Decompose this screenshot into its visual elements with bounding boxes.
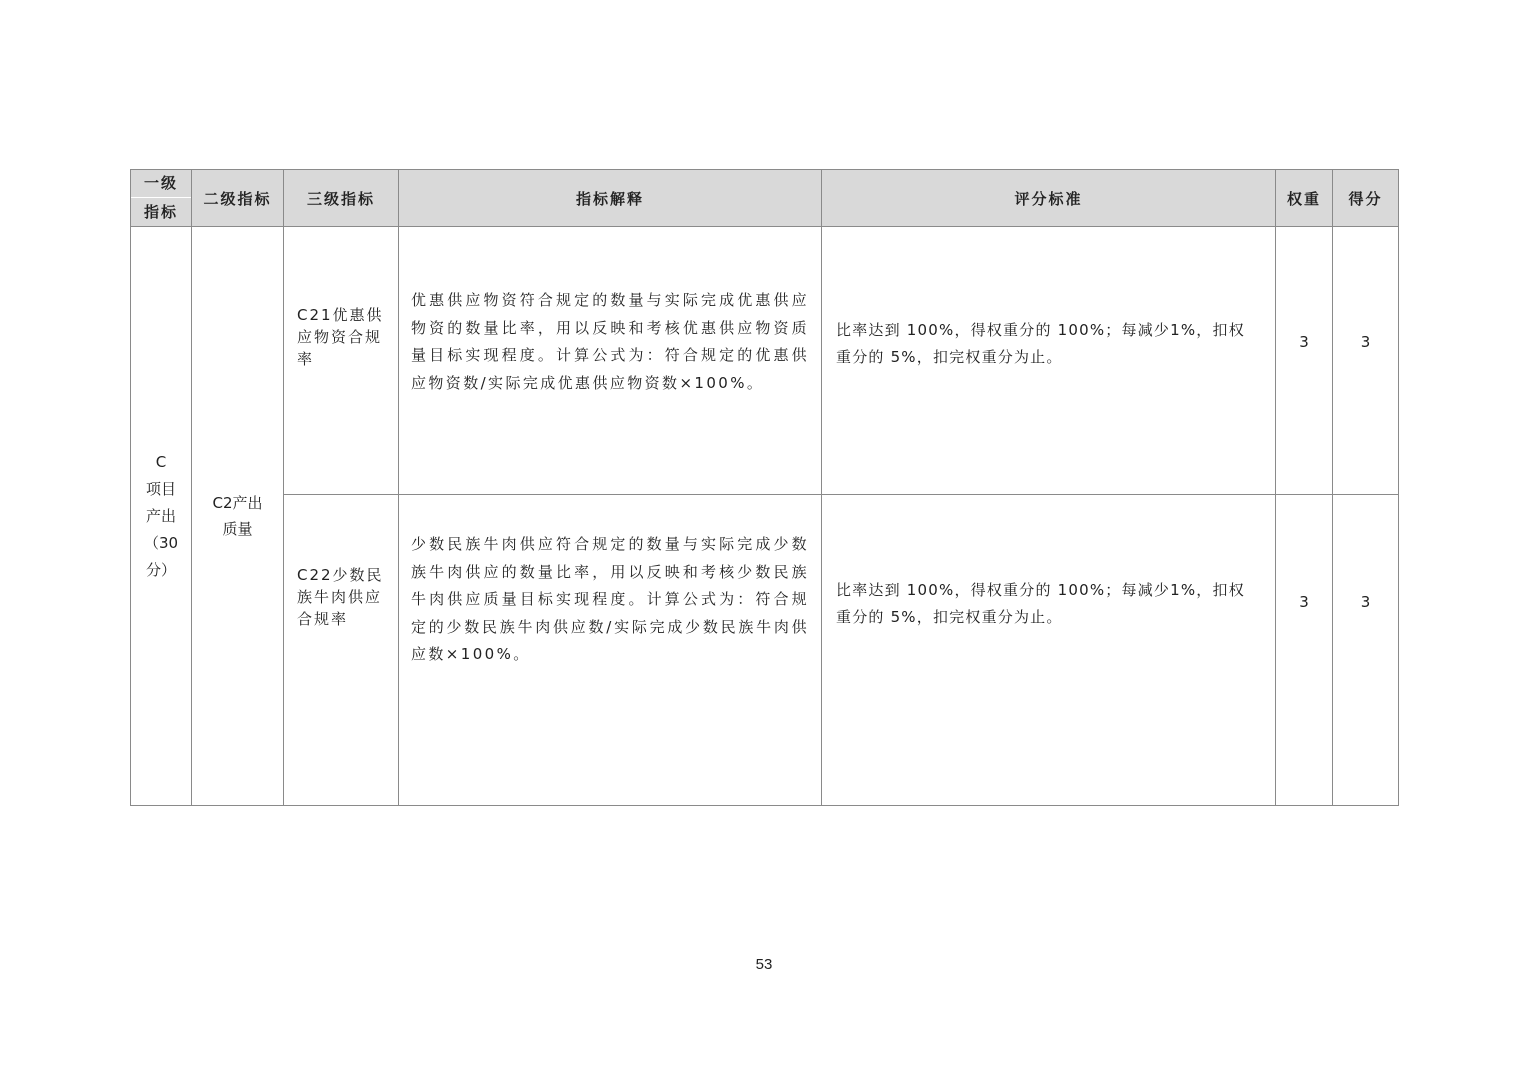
weight-cell: [1276, 495, 1333, 806]
explanation-text: 优惠供应物资符合规定的数量与实际完成优惠供应物资的数量比率，用以反映和考核优惠供应物资质量目标实现程度。计算公式为：符合规定的优惠供应物资数/实际完成优惠供应物资数×100%。: [411, 291, 809, 392]
header-level1-line2: 指标: [143, 203, 178, 221]
explanation-cell: [399, 227, 822, 495]
weight-value: 3: [1299, 333, 1309, 351]
criteria-text: 比率达到 100%，得权重分的 100%；每减少1%，扣权重分的 5%，扣完权重分为止。: [836, 581, 1245, 626]
header-level1: [131, 170, 192, 227]
level1-line4: （30: [143, 533, 179, 552]
explanation-cell: [399, 495, 822, 806]
weight-cell: [1276, 227, 1333, 495]
level1-line3: 产出: [145, 506, 176, 525]
level2-cell: [192, 227, 284, 806]
level1-line2: 项目: [145, 479, 176, 498]
header-criteria: 评分标准: [822, 170, 1276, 227]
level3-text: C21优惠供应物资合规率: [297, 306, 384, 368]
criteria-text: 比率达到 100%，得权重分的 100%；每减少1%，扣权重分的 5%，扣完权重分为止。: [836, 321, 1245, 366]
criteria-cell: [822, 495, 1276, 806]
level3-cell: [284, 227, 399, 495]
level3-text: C22少数民族牛肉供应合规率: [297, 566, 384, 628]
indicator-table-container: [130, 169, 1398, 806]
level2-line1: C2产出: [212, 494, 263, 512]
table-row: [131, 495, 1399, 806]
level3-cell: [284, 495, 399, 806]
level1-line1: C: [155, 452, 167, 471]
header-level1-line1: 一级: [131, 170, 191, 198]
header-explanation: 指标解释: [399, 170, 822, 227]
header-score: 得分: [1333, 170, 1399, 227]
level1-line5: 分）: [145, 560, 176, 579]
explanation-text: 少数民族牛肉供应符合规定的数量与实际完成少数族牛肉供应的数量比率，用以反映和考核少数民族牛肉供应质量目标实现程度。计算公式为：符合规定的少数民族牛肉供应数/实际完成少数民族牛肉供应数×100%。: [411, 535, 809, 663]
table-header-row: [131, 170, 1399, 227]
score-cell: [1333, 495, 1399, 806]
score-value: 3: [1360, 333, 1371, 351]
level2-line2: 质量: [222, 520, 253, 538]
table-row: [131, 227, 1399, 495]
level1-cell: [131, 227, 192, 806]
criteria-cell: [822, 227, 1276, 495]
weight-value: 3: [1299, 593, 1309, 611]
page-number: 53: [755, 956, 773, 973]
header-level3: 三级指标: [284, 170, 399, 227]
score-cell: [1333, 227, 1399, 495]
header-weight: 权重: [1276, 170, 1333, 227]
score-value: 3: [1360, 593, 1371, 611]
indicator-table: [130, 169, 1399, 806]
header-level2: 二级指标: [192, 170, 284, 227]
